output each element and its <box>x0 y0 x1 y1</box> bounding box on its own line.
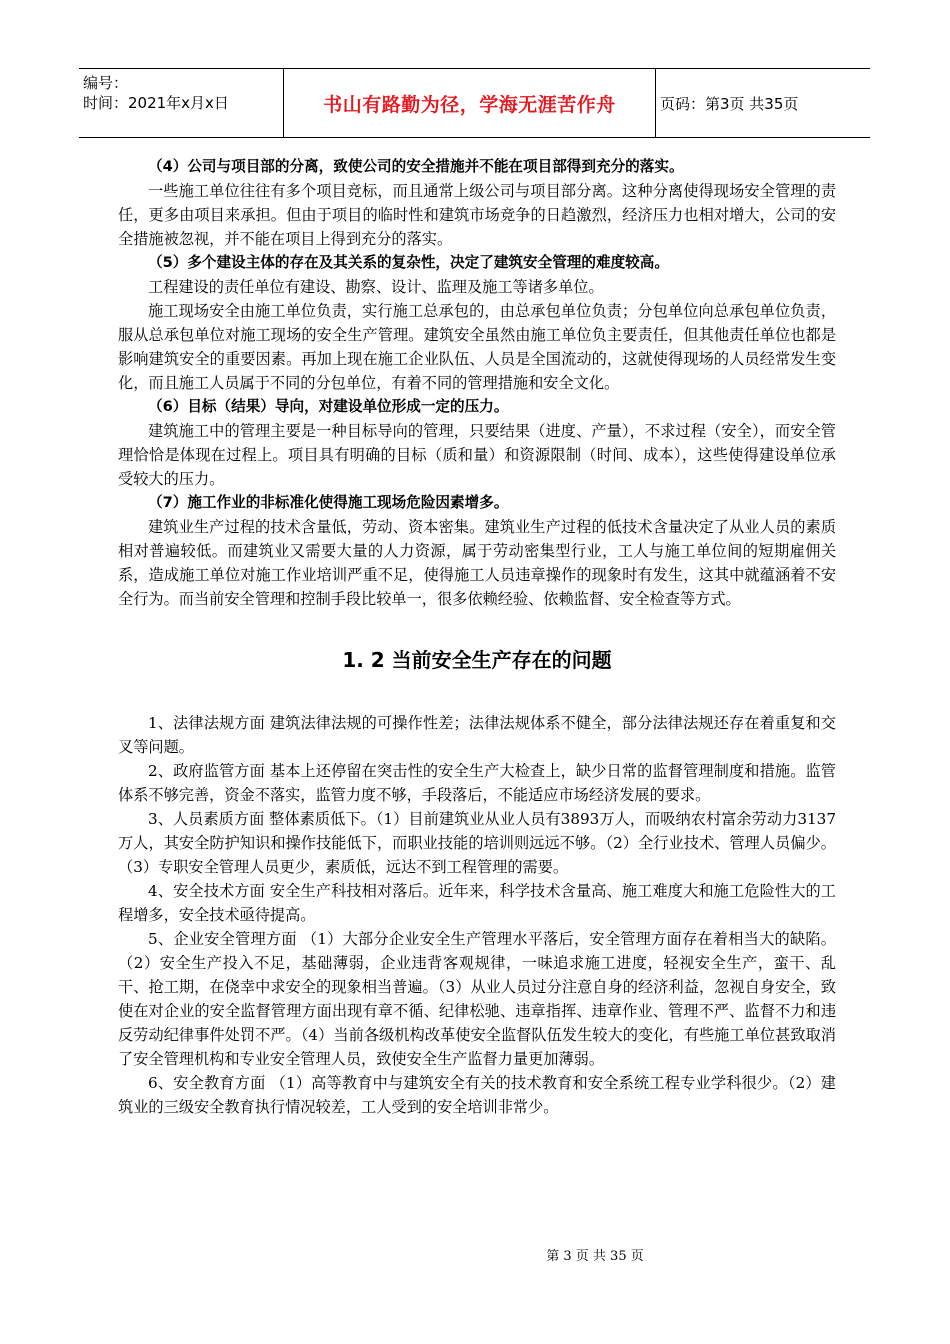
paragraph-heading: （6）目标（结果）导向，对建设单位形成一定的压力。 <box>148 398 509 415</box>
page-footer: 第 3 页 共 35 页 <box>546 1249 644 1264</box>
paragraph-heading: （5）多个建设主体的存在及其关系的复杂性，决定了建筑安全管理的难度较高。 <box>148 254 669 271</box>
section-paragraph: 1、法律法规方面 建筑法律法规的可操作性差；法律法规体系不健全，部分法律法规还存在着重复和交叉等问题。 <box>118 714 836 756</box>
header-meta <box>79 69 284 137</box>
section-title: 1. 2 当前安全生产存在的问题 <box>342 648 612 672</box>
section-paragraph: 6、安全教育方面 （1）高等教育中与建筑安全有关的技术教育和安全系统工程专业学科很少。（2）建筑业的三级安全教育执行情况较差，工人受到的安全培训非常少。 <box>118 1074 836 1116</box>
section-paragraph: 4、安全技术方面 安全生产科技相对落后。近年来，科学技术含量高、施工难度大和施工危险性大的工程增多，安全技术亟待提高。 <box>118 882 836 924</box>
paragraph: 施工现场安全由施工单位负责，实行施工总承包的，由总承包单位负责；分包单位向总承包单位负责，服从总承包单位对施工现场的安全生产管理。建筑安全虽然由施工单位负主要责任，但其他责任单位也都是影响建筑安全的重要因素。再加上现在施工企业队伍、人员是全国流动的，这就使得现场的人员经常发生变化，而且施工人员属于不同的分包单位，有着不同的管理措施和安全文化。 <box>118 302 836 392</box>
section-paragraph: 2、政府监管方面 基本上还停留在突击性的安全生产大检查上，缺少日常的监督管理制度和措施。监管体系不够完善，资金不落实，监管力度不够，手段落后，不能适应市场经济发展的要求。 <box>118 762 836 804</box>
section-paragraph: 5、企业安全管理方面 （1）大部分企业安全生产管理水平落后，安全管理方面存在着相当大的缺陷。（2）安全生产投入不足，基础薄弱，企业违背客观规律，一味追求施工进度，轻视安全生产，蛮干、乱干、抢工期，在侥幸中求安全的现象相当普遍。（3）从业人员过分注意自身的经济利益，忽视自身安全，致使在对企业的安全监督管理方面出现有章不循、纪律松驰、违章指挥、违章作业、管理不严、监督不力和违反劳动纪律事件处罚不严。（4）当前各级机构改革使安全监督队伍发生较大的变化，有些施工单位甚致取消了安全管理机构和专业安全管理人员，致使安全生产监督力量更加薄弱。 <box>118 930 836 1068</box>
doc-date-label: 时间：2021年x月x日 <box>83 94 229 112</box>
doc-number-label: 编号： <box>83 74 129 92</box>
header-motto: 书山有路勤为径，学海无涯苦作舟 <box>284 69 656 137</box>
paragraph: 建筑施工中的管理主要是一种目标导向的管理，只要结果（进度、产量），不求过程（安全），而安全管理恰恰是体现在过程上。项目具有明确的目标（质和量）和资源限制（时间、成本），这些使得建设单位承受较大的压力。 <box>118 422 836 488</box>
section-paragraph: 3、人员素质方面 整体素质低下。（1）目前建筑业从业人员有3893万人，而吸纳农村富余劳动力3137万人，其安全防护知识和操作技能低下，而职业技能的培训则远远不够。（2）全行业技术、管理人员偏少。（3）专职安全管理人员更少，素质低，远达不到工程管理的需要。 <box>118 810 836 876</box>
paragraph-heading: （7）施工作业的非标准化使得施工现场危险因素增多。 <box>148 494 509 511</box>
paragraph-heading: （4）公司与项目部的分离，致使公司的安全措施并不能在项目部得到充分的落实。 <box>148 158 684 175</box>
header-page-label: 页码：第3页 共35页 <box>660 94 799 113</box>
paragraph: 工程建设的责任单位有建设、勘察、设计、监理及施工等诸多单位。 <box>148 278 604 296</box>
paragraph: 建筑业生产过程的技术含量低，劳动、资本密集。建筑业生产过程的低技术含量决定了从业人员的素质相对普遍较低。而建筑业又需要大量的人力资源，属于劳动密集型行业，工人与施工单位间的短期雇佣关系，造成施工单位对施工作业培训严重不足，使得施工人员违章操作的现象时有发生，这其中就蕴涵着不安全行为。而当前安全管理和控制手段比较单一，很多依赖经验、依赖监督、安全检查等方式。 <box>118 518 836 608</box>
document-body <box>118 155 836 1119</box>
page-header <box>79 68 870 138</box>
paragraph: 一些施工单位往往有多个项目竞标，而且通常上级公司与项目部分离。这种分离使得现场安全管理的责任，更多由项目来承担。但由于项目的临时性和建筑市场竞争的日趋激烈，经济压力也相对增大，公司的安全措施被忽视，并不能在项目上得到充分的落实。 <box>118 182 836 248</box>
